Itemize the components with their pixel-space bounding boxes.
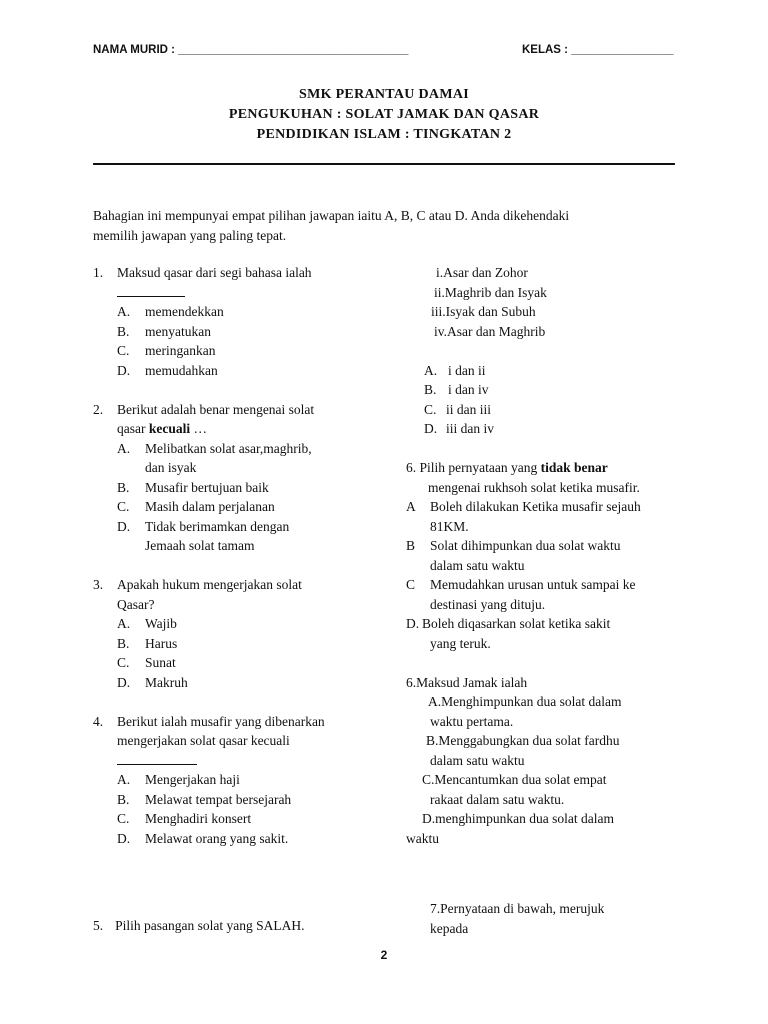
instructions bbox=[93, 206, 673, 245]
option-label: C. bbox=[117, 655, 130, 670]
option-text[interactable]: yang teruk. bbox=[430, 635, 491, 651]
question-text: 6. Pilih pernyataan yang bbox=[406, 460, 541, 475]
option-text[interactable]: ii dan iii bbox=[446, 401, 491, 417]
option-text[interactable]: waktu pertama. bbox=[430, 713, 514, 729]
option-text[interactable]: A.Menghimpunkan dua solat dalam bbox=[428, 694, 622, 709]
option-text[interactable]: Melawat orang yang sakit. bbox=[145, 830, 289, 846]
question-text: Maksud qasar dari segi bahasa ialah bbox=[117, 265, 312, 280]
option-text[interactable]: Harus bbox=[145, 635, 178, 651]
question-4 bbox=[93, 712, 393, 849]
option-text[interactable]: Wajib bbox=[145, 616, 177, 631]
option-label: C. bbox=[117, 499, 130, 514]
question-text: 7.Pernyataan di bawah, merujuk bbox=[430, 901, 605, 916]
option-text[interactable]: dan isyak bbox=[145, 460, 197, 475]
class-field[interactable]: KELAS : ________________ bbox=[522, 44, 674, 56]
option-label: A. bbox=[117, 616, 131, 631]
option-text[interactable]: Musafir bertujuan baik bbox=[145, 479, 269, 495]
option-text[interactable]: 81KM. bbox=[430, 518, 469, 534]
option-label: C. bbox=[424, 401, 437, 417]
option-text[interactable]: Menghadiri konsert bbox=[145, 811, 252, 826]
student-name-field[interactable]: NAMA MURID : ____________________________________ bbox=[93, 44, 409, 56]
topic-title: PENGUKUHAN : SOLAT JAMAK DAN QASAR bbox=[228, 107, 540, 122]
option-text[interactable]: Jemaah solat tamam bbox=[145, 538, 255, 553]
question-number: 4. bbox=[93, 713, 104, 729]
title-divider bbox=[93, 163, 675, 165]
option-label: C. bbox=[117, 811, 130, 826]
option-text[interactable]: iii dan iv bbox=[446, 421, 494, 436]
pair-item: iv.Asar dan Maghrib bbox=[434, 323, 546, 339]
option-label: A. bbox=[424, 362, 438, 378]
option-text[interactable]: Melibatkan solat asar,maghrib, bbox=[145, 440, 312, 456]
option-text[interactable]: dalam satu waktu bbox=[430, 752, 525, 768]
option-text[interactable]: i dan iv bbox=[448, 382, 489, 397]
option-text[interactable]: rakaat dalam satu waktu. bbox=[430, 791, 565, 807]
option-text[interactable]: menyatukan bbox=[145, 323, 211, 339]
option-text[interactable]: Sunat bbox=[145, 655, 176, 670]
option-label: D. bbox=[117, 674, 131, 690]
option-text[interactable]: Tidak berimamkan dengan bbox=[145, 518, 290, 534]
question-text: Apakah hukum mengerjakan solat bbox=[117, 577, 302, 592]
question-6a bbox=[406, 458, 706, 653]
option-text[interactable]: Melawat tempat bersejarah bbox=[145, 791, 292, 807]
question-6b bbox=[406, 673, 706, 849]
question-1 bbox=[93, 263, 393, 380]
question-text: Berikut ialah musafir yang dibenarkan bbox=[117, 713, 325, 729]
option-label: D. bbox=[117, 830, 131, 846]
option-text[interactable]: meringankan bbox=[145, 343, 216, 358]
option-label: C bbox=[406, 577, 416, 592]
option-text[interactable]: dalam satu waktu bbox=[430, 557, 525, 573]
question-number: 2. bbox=[93, 401, 104, 417]
question-emphasis: tidak benar bbox=[540, 460, 608, 475]
question-2 bbox=[93, 400, 393, 556]
question-text: … bbox=[190, 421, 207, 436]
instructions-line: Bahagian ini mempunyai empat pilihan jawapan iaitu A, B, C atau D. Anda dikehendaki bbox=[93, 208, 570, 223]
option-text[interactable]: destinasi yang dituju. bbox=[430, 596, 546, 612]
page-number: 2 bbox=[380, 948, 388, 962]
pair-item: i.Asar dan Zohor bbox=[436, 265, 528, 280]
option-label: B. bbox=[117, 791, 130, 807]
option-label: D. bbox=[117, 518, 131, 534]
option-label: A. bbox=[117, 772, 131, 787]
left-column bbox=[93, 263, 393, 848]
option-text[interactable]: D.menghimpunkan dua solat dalam bbox=[422, 811, 614, 826]
question-number: 3. bbox=[93, 577, 104, 592]
question-text: Berikut adalah benar mengenai solat bbox=[117, 401, 315, 417]
option-text[interactable]: Masih dalam perjalanan bbox=[145, 499, 275, 514]
question-5 bbox=[93, 918, 304, 934]
option-text[interactable]: Makruh bbox=[145, 674, 188, 690]
option-label: A bbox=[406, 499, 416, 514]
question-text: Qasar? bbox=[117, 596, 155, 612]
right-column bbox=[406, 263, 706, 848]
question-7 bbox=[406, 899, 706, 938]
option-text[interactable]: waktu bbox=[406, 830, 439, 846]
question-5-options bbox=[406, 263, 706, 439]
option-label: D. bbox=[424, 421, 438, 436]
option-text[interactable]: Memudahkan urusan untuk sampai ke bbox=[430, 577, 636, 592]
option-text[interactable]: Boleh diqasarkan solat ketika sakit bbox=[422, 616, 611, 631]
question-text: Pilih pasangan solat yang SALAH. bbox=[115, 918, 305, 933]
question-text: qasar bbox=[117, 421, 149, 436]
option-label: A. bbox=[117, 440, 131, 456]
option-label: D. bbox=[406, 616, 420, 631]
option-label: B. bbox=[117, 323, 130, 339]
option-label: B. bbox=[424, 382, 437, 397]
option-text[interactable]: C.Mencantumkan dua solat empat bbox=[422, 772, 607, 787]
question-text: kepada bbox=[430, 920, 469, 936]
instructions-line: memilih jawapan yang paling tepat. bbox=[93, 227, 287, 243]
pair-item: iii.Isyak dan Subuh bbox=[431, 304, 536, 319]
question-number: 1. bbox=[93, 265, 104, 280]
option-text[interactable]: B.Menggabungkan dua solat fardhu bbox=[426, 733, 620, 748]
option-label: A. bbox=[117, 304, 131, 319]
option-text[interactable]: Solat dihimpunkan dua solat waktu bbox=[430, 538, 621, 553]
option-label: C. bbox=[117, 343, 130, 358]
option-text[interactable]: Boleh dilakukan Ketika musafir sejauh bbox=[430, 499, 641, 514]
school-title: SMK PERANTAU DAMAI bbox=[298, 87, 470, 102]
question-3 bbox=[93, 575, 393, 692]
option-text[interactable]: Mengerjakan haji bbox=[145, 772, 240, 787]
option-text[interactable]: i dan ii bbox=[448, 362, 486, 378]
option-text[interactable]: memudahkan bbox=[145, 362, 218, 378]
answer-blank bbox=[117, 752, 197, 765]
question-emphasis: kecuali bbox=[148, 421, 191, 436]
question-text: mengerjakan solat qasar kecuali bbox=[117, 733, 290, 748]
option-label: B bbox=[406, 538, 416, 553]
option-label: B. bbox=[117, 479, 130, 495]
question-text: mengenai rukhsoh solat ketika musafir. bbox=[428, 479, 640, 495]
question-number: 5. bbox=[93, 918, 104, 933]
question-text: 6.Maksud Jamak ialah bbox=[406, 674, 528, 690]
option-label: B. bbox=[117, 635, 130, 651]
option-text[interactable]: memendekkan bbox=[145, 304, 224, 319]
subject-title: PENDIDIKAN ISLAM : TINGKATAN 2 bbox=[256, 127, 512, 142]
pair-item: ii.Maghrib dan Isyak bbox=[434, 284, 547, 300]
answer-blank bbox=[117, 284, 185, 297]
option-label: D. bbox=[117, 362, 131, 378]
